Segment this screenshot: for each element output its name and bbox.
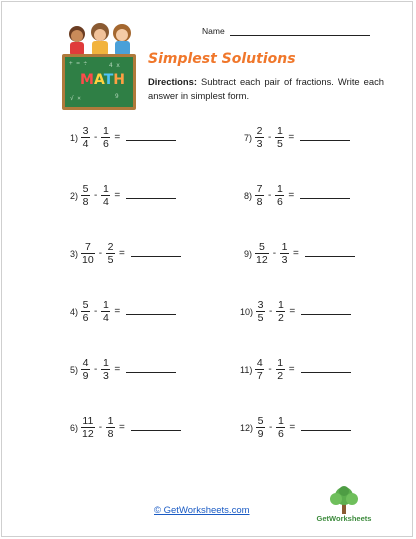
minus-sign: - <box>98 248 103 259</box>
math-chalkboard-icon: + = ÷ 4 x √ × 9 MATH <box>62 54 136 110</box>
minus-sign: - <box>268 190 272 201</box>
equals-sign: = <box>114 364 121 375</box>
problem-12 <box>240 415 351 440</box>
answer-blank[interactable] <box>301 429 351 431</box>
problem-number: 2) <box>70 190 79 201</box>
directions-text <box>148 75 384 103</box>
fraction-a: $\frac{5}{9}$ <box>257 415 264 440</box>
copyright-link[interactable]: © GetWorksheets.com <box>154 505 250 516</box>
minus-sign: - <box>269 422 273 433</box>
problem-11 <box>240 357 351 382</box>
minus-sign: - <box>268 364 272 375</box>
equals-sign: = <box>288 132 295 143</box>
answer-blank[interactable] <box>126 371 176 373</box>
problem-number: 9) <box>244 248 253 259</box>
fraction-a: $\frac{3}{4}$ <box>82 125 89 150</box>
fraction-a: $\frac{3}{5}$ <box>257 299 264 324</box>
problem-5 <box>70 357 176 382</box>
problem-9 <box>244 241 355 266</box>
problem-1 <box>70 125 176 150</box>
answer-blank[interactable] <box>301 313 351 315</box>
equals-sign: = <box>289 306 296 317</box>
answer-blank[interactable] <box>126 197 176 199</box>
minus-sign: - <box>94 190 98 201</box>
fraction-a: $\frac{7}{8}$ <box>256 183 263 208</box>
problem-10 <box>240 299 351 324</box>
problem-8 <box>244 183 350 208</box>
fraction-a: $\frac{5}{8}$ <box>82 183 89 208</box>
fraction-b: $\frac{1}{6}$ <box>102 125 109 150</box>
answer-blank[interactable] <box>131 429 181 431</box>
minus-sign: - <box>268 132 272 143</box>
fraction-a: $\frac{5}{12}$ <box>256 241 268 266</box>
problem-number: 4) <box>70 306 79 317</box>
equals-sign: = <box>114 190 121 201</box>
fraction-a: $\frac{4}{9}$ <box>82 357 89 382</box>
problem-7 <box>244 125 350 150</box>
equals-sign: = <box>293 248 299 259</box>
minus-sign: - <box>94 364 98 375</box>
problem-number: 11) <box>240 364 253 375</box>
fraction-b: $\frac{1}{3}$ <box>281 241 288 266</box>
fraction-a: $\frac{2}{3}$ <box>256 125 263 150</box>
fraction-b: $\frac{1}{3}$ <box>102 357 109 382</box>
directions-label: Directions: <box>148 76 197 87</box>
fraction-b: $\frac{1}{2}$ <box>277 299 284 324</box>
fraction-b: $\frac{1}{8}$ <box>107 415 114 440</box>
problem-3 <box>70 241 181 266</box>
fraction-b: $\frac{1}{2}$ <box>277 357 284 382</box>
fraction-a: $\frac{7}{10}$ <box>82 241 94 266</box>
equals-sign: = <box>119 248 125 259</box>
name-blank-line <box>230 26 370 36</box>
minus-sign: - <box>269 306 273 317</box>
minus-sign: - <box>94 132 98 143</box>
brand-name: GetWorksheets <box>316 514 372 523</box>
problem-number: 12) <box>240 422 254 433</box>
fraction-b: $\frac{1}{6}$ <box>276 183 283 208</box>
fraction-b: $\frac{1}{4}$ <box>102 299 109 324</box>
equals-sign: = <box>114 132 121 143</box>
answer-blank[interactable] <box>301 371 351 373</box>
fraction-b: $\frac{1}{4}$ <box>102 183 109 208</box>
problem-number: 3) <box>70 248 79 259</box>
brand-logo <box>311 486 377 526</box>
fraction-a: $\frac{5}{6}$ <box>82 299 89 324</box>
answer-blank[interactable] <box>126 313 176 315</box>
minus-sign: - <box>98 422 103 433</box>
tree-logo-icon <box>311 486 377 516</box>
problem-number: 6) <box>70 422 79 433</box>
answer-blank[interactable] <box>305 255 355 257</box>
fraction-b: $\frac{2}{5}$ <box>107 241 114 266</box>
problem-4 <box>70 299 176 324</box>
name-label: Name <box>202 26 225 36</box>
fraction-a: $\frac{11}{12}$ <box>82 415 94 440</box>
worksheet-page <box>1 1 413 537</box>
name-field-row <box>202 26 370 36</box>
problem-6 <box>70 415 181 440</box>
problem-number: 1) <box>70 132 79 143</box>
fraction-b: $\frac{1}{5}$ <box>276 125 283 150</box>
equals-sign: = <box>289 422 296 433</box>
answer-blank[interactable] <box>126 139 176 141</box>
fraction-b: $\frac{1}{6}$ <box>277 415 284 440</box>
answer-blank[interactable] <box>300 139 350 141</box>
minus-sign: - <box>94 306 98 317</box>
problem-number: 7) <box>244 132 253 143</box>
equals-sign: = <box>114 306 121 317</box>
equals-sign: = <box>119 422 125 433</box>
equals-sign: = <box>288 364 295 375</box>
board-math-word: MATH <box>80 72 125 88</box>
problem-number: 8) <box>244 190 253 201</box>
problem-2 <box>70 183 176 208</box>
minus-sign: - <box>272 248 277 259</box>
answer-blank[interactable] <box>300 197 350 199</box>
problem-number: 5) <box>70 364 79 375</box>
fraction-a: $\frac{4}{7}$ <box>256 357 263 382</box>
equals-sign: = <box>288 190 295 201</box>
problem-number: 10) <box>240 306 254 317</box>
directions-body: Subtract each pair of fractions. Write each answer in simplest form. <box>148 76 385 101</box>
answer-blank[interactable] <box>131 255 181 257</box>
worksheet-title: Simplest Solutions <box>148 51 296 67</box>
